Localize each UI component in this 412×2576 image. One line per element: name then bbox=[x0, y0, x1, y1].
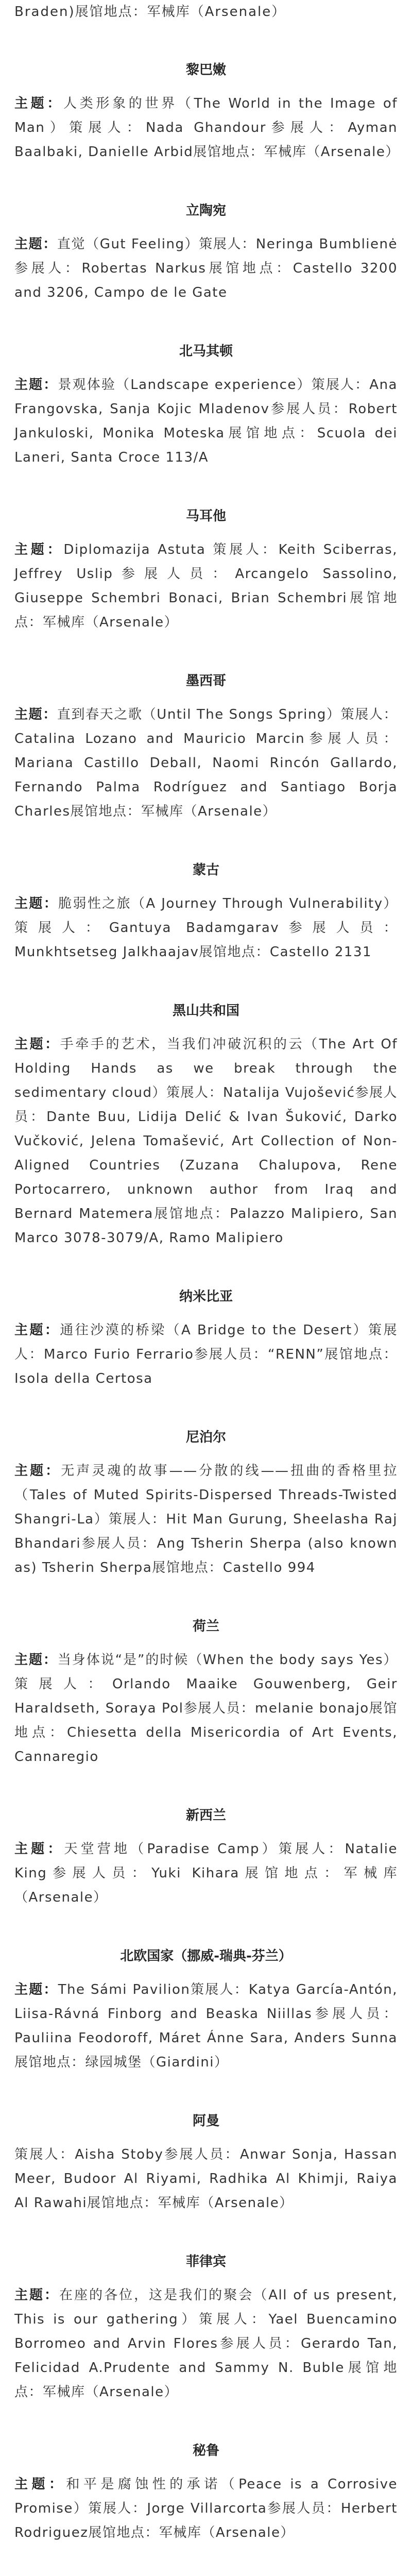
pavilion-list bbox=[14, 60, 398, 2576]
pavilion-section bbox=[14, 1616, 398, 1769]
pavilion-section bbox=[14, 1286, 398, 1391]
pavilion-description bbox=[14, 1837, 398, 1910]
pavilion-description bbox=[14, 2472, 398, 2545]
pavilion-details: 景观体验（Landscape experience）策展人：Ana Frangovska, Sanja Kojic Mladenov参展人员：Robert Jankuloski, Monika Moteska展馆地点：Scuola dei Laneri, Santa Croce 113/A bbox=[14, 377, 398, 465]
pavilion-details: The Sámi Pavilion策展人：Katya García-Antón, Liisa-Rávná Finborg and Beaska Niillas参展人员：Pauliina Feodoroff, Máret Ánne Sara, Anders Sunna展馆地点：绿园城堡（Giardini） bbox=[14, 1982, 398, 2070]
pavilion-description bbox=[14, 1648, 398, 1769]
pavilion-details: 和平是腐蚀性的承诺（Peace is a Corrosive Promise）策展人：Jorge Villarcorta参展人员：Herbert Rodriguez展馆地点：军械库（Arsenale） bbox=[14, 2477, 398, 2540]
pavilion-section bbox=[14, 1946, 398, 2075]
pavilion-details: Diplomazija Astuta 策展人：Keith Sciberras, Jeffrey Uslip参展人员：Arcangelo Sassolino, Giuseppe Schembri Bonaci, Brian Schembri展馆地点：军械库（Arsenale） bbox=[14, 542, 398, 630]
theme-label: 主题： bbox=[14, 1037, 60, 1052]
country-heading: 黑山共和国 bbox=[172, 1003, 239, 1019]
theme-label: 主题： bbox=[14, 1982, 58, 1997]
pavilion-description bbox=[14, 232, 398, 305]
pavilion-section bbox=[14, 200, 398, 305]
country-heading: 新西兰 bbox=[185, 1808, 226, 1823]
theme-label: 主题： bbox=[14, 236, 57, 252]
theme-label: 主题： bbox=[14, 1652, 58, 1668]
pavilion-section bbox=[14, 1001, 398, 1250]
country-heading: 尼泊尔 bbox=[185, 1430, 226, 1445]
pavilion-description bbox=[14, 373, 398, 470]
pavilion-section bbox=[14, 2441, 398, 2545]
intro-text: Braden)展馆地点：军械库（Arsenale） bbox=[14, 4, 286, 20]
theme-label: 主题： bbox=[14, 1323, 60, 1338]
pavilion-details: 当身体说“是”的时候（When the body says Yes）策展人：Orlando Maaike Gouwenberg, Geir Haraldseth, Soraya Pol参展人员：melanie bonajo展馆地点：Chiesetta della Misericordia of Art Events, Cannaregio bbox=[14, 1652, 398, 1765]
country-heading: 马耳他 bbox=[185, 509, 226, 524]
pavilion-description bbox=[14, 2283, 398, 2404]
pavilion-details: 无声灵魂的故事——分散的线——扭曲的香格里拉（Tales of Muted Spirits-Dispersed Threads-Twisted Shangri-La）策展人：Hit Man Gurung, Sheelasha Raj Bhandari参展人员：Ang Tsherin Sherpa (also known as) Tsherin Sherpa展馆地点：Castello 994 bbox=[14, 1463, 398, 1575]
theme-label: 主题： bbox=[14, 542, 64, 557]
country-heading: 北马其顿 bbox=[179, 344, 233, 359]
pavilion-description bbox=[14, 1032, 398, 1250]
pavilion-details: 直到春天之歌（Until The Songs Spring）策展人：Catalina Lozano and Mauricio Marcin参展人员：Mariana Castillo Deball, Naomi Rincón Gallardo, Fernando Palma Rodríguez and Santiago Borja Charles展馆地点：军械库（Arsenale） bbox=[14, 707, 398, 819]
pavilion-section bbox=[14, 2111, 398, 2215]
pavilion-section bbox=[14, 60, 398, 164]
pavilion-section bbox=[14, 860, 398, 964]
pavilion-details: 通往沙漠的桥梁（A Bridge to the Desert）策展人：Marco Furio Ferrario参展人员：“RENN”展馆地点：Isola della Certosa bbox=[14, 1323, 398, 1386]
country-heading: 黎巴嫩 bbox=[185, 62, 226, 78]
country-heading: 北欧国家（挪威-瑞典-芬兰） bbox=[120, 1948, 292, 1964]
theme-label: 主题： bbox=[14, 896, 59, 911]
pavilion-section bbox=[14, 671, 398, 824]
theme-label: 主题： bbox=[14, 2477, 66, 2492]
pavilion-description bbox=[14, 892, 398, 964]
pavilion-description bbox=[14, 1318, 398, 1391]
pavilion-section bbox=[14, 506, 398, 635]
country-heading: 立陶宛 bbox=[185, 203, 226, 218]
pavilion-details: 手牵手的艺术，当我们冲破沉积的云（The Art Of Holding Hands as we break through the sedimentary cloud）策展人：Natalija Vujošević参展人员：Dante Buu, Lidija Delić & Ivan Šuković, Darko Vučković, Jelena Tomašević, Art Collection of Non-Aligned Countries (Zuzana Chalupova, Rene Portocarrero, unknown author from Iraq and Bernard Matemera展馆地点：Palazzo Malipiero, San Marco 3078-3079/A, Ramo Malipiero bbox=[14, 1037, 398, 1246]
country-heading: 纳米比亚 bbox=[179, 1289, 233, 1304]
country-heading: 秘鲁 bbox=[192, 2443, 219, 2459]
country-heading: 墨西哥 bbox=[185, 673, 226, 689]
pavilion-description bbox=[14, 1978, 398, 2075]
pavilion-description bbox=[14, 703, 398, 824]
theme-label: 主题： bbox=[14, 377, 58, 393]
theme-label: 主题： bbox=[14, 96, 64, 111]
pavilion-details: 在座的各位，这是我们的聚会（All of us present, This is our gathering）策展人：Yael Buencamino Borromeo and Arvin Flores参展人员：Gerardo Tan, Felicidad A.Prudente and Sammy N. Buble展馆地点：军械库（Arsenale） bbox=[14, 2287, 398, 2400]
pavilion-section bbox=[14, 1427, 398, 1580]
country-heading: 菲律宾 bbox=[185, 2254, 226, 2269]
pavilion-details: 直觉（Gut Feeling）策展人：Neringa Bumblienė参展人：Robertas Narkus展馆地点：Castello 3200 and 3206, Campo de le Gate bbox=[14, 236, 398, 300]
theme-label: 主题： bbox=[14, 707, 57, 722]
pavilion-details: 脆弱性之旅（A Journey Through Vulnerability）策展人：Gantuya Badamgarav参展人员：Munkhtsetseg Jalkhaajav展馆地点：Castello 2131 bbox=[14, 896, 398, 960]
theme-label: 主题： bbox=[14, 2287, 60, 2303]
country-heading: 荷兰 bbox=[192, 1619, 219, 1634]
theme-label: 主题： bbox=[14, 1841, 64, 1857]
pavilion-description bbox=[14, 2143, 398, 2215]
pavilion-section bbox=[14, 2251, 398, 2404]
pavilion-description bbox=[14, 92, 398, 164]
pavilion-details: 天堂营地（Paradise Camp）策展人：Natalie King参展人员：Yuki Kihara展馆地点：军械库（Arsenale） bbox=[14, 1841, 398, 1905]
country-heading: 阿曼 bbox=[192, 2113, 219, 2129]
pavilion-details: 人类形象的世界（The World in the Image of Man）策展人：Nada Ghandour参展人：Ayman Baalbaki, Danielle Arbid展馆地点：军械库（Arsenale） bbox=[14, 96, 400, 160]
pavilion-section bbox=[14, 341, 398, 470]
theme-label: 主题： bbox=[14, 1463, 61, 1479]
pavilion-section bbox=[14, 1805, 398, 1910]
pavilion-description bbox=[14, 1459, 398, 1580]
country-heading: 蒙古 bbox=[192, 862, 219, 878]
pavilion-description bbox=[14, 538, 398, 635]
pavilion-details: 策展人：Aisha Stoby参展人员：Anwar Sonja, Hassan Meer, Budoor Al Riyami, Radhika Al Khimji, Raiya Al Rawahi展馆地点：军械库（Arsenale） bbox=[14, 2147, 398, 2211]
